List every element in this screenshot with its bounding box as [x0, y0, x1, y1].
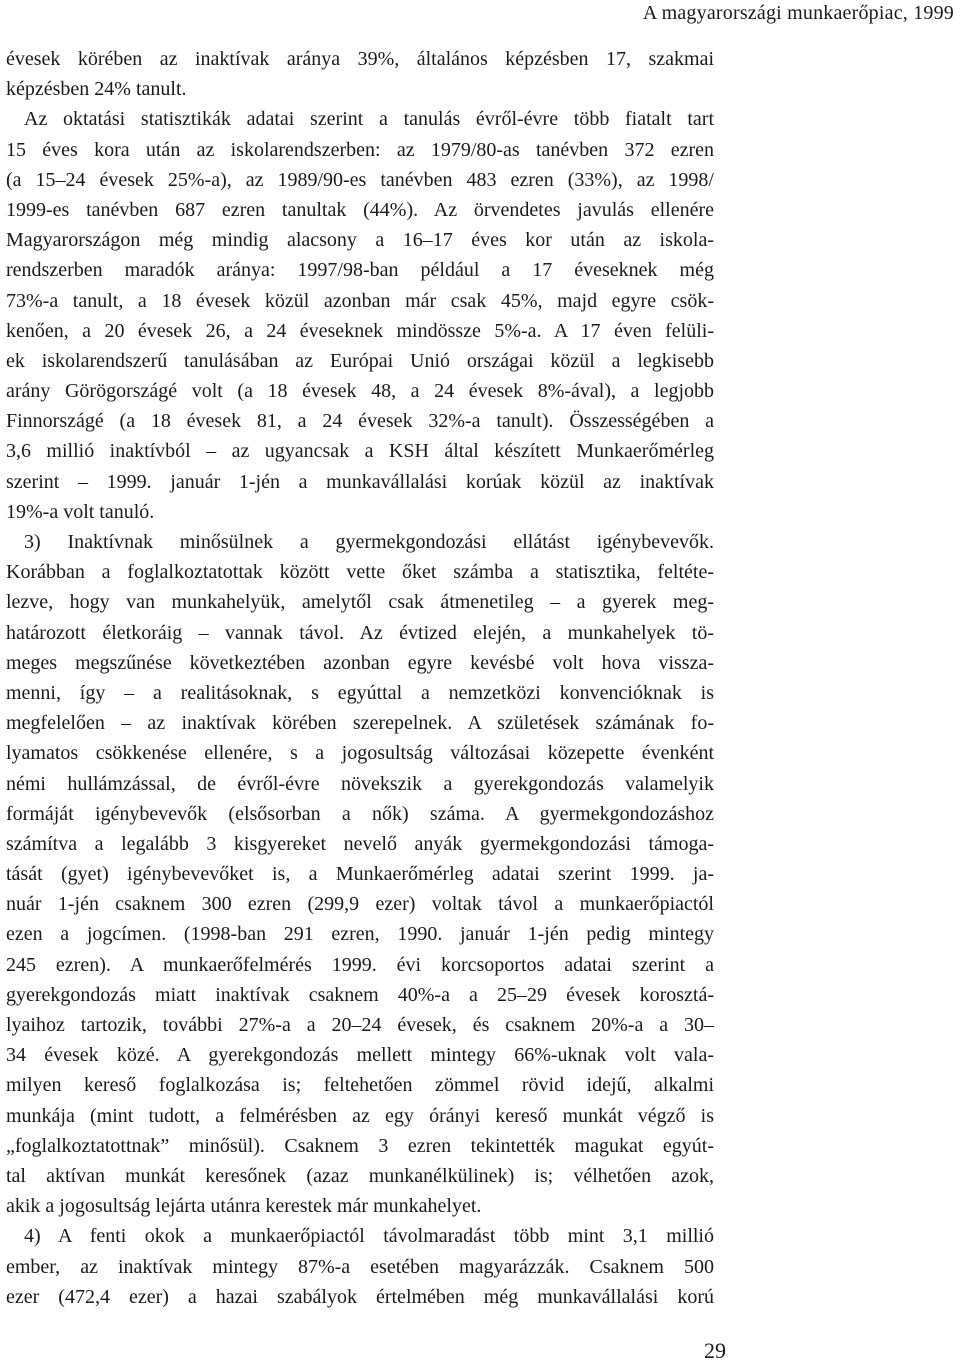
text-line: lyaihoz tartozik, további 27%-a a 20–24 évesek, és csaknem 20%-a a 30– [6, 1014, 714, 1036]
paragraph [6, 44, 714, 104]
text-line: képzésben 24% tanult. [6, 78, 187, 101]
text-line: megfelelően – az inaktívak körében szerepelnek. A születések számának fo- [6, 712, 714, 735]
text-line: lezve, hogy van munkahelyük, amelytől csak átmenetileg – a gyerek meg- [6, 591, 714, 614]
body-text [6, 44, 714, 1312]
text-line: 3) Inaktívnak minősülnek a gyermekgondozási ellátást igénybevevők. [24, 531, 714, 553]
text-line: akik a jogosultság lejárta utánra kerestek már munkahelyet. [6, 1195, 482, 1218]
text-line: nuár 1-jén csaknem 300 ezren (299,9 ezer) voltak távol a munkaerőpiactól [6, 893, 714, 916]
text-line: ember, az inaktívak mintegy 87%-a esetében magyarázzák. Csaknem 500 [6, 1255, 714, 1278]
text-line: formáját igénybevevők (elsősorban a nők) száma. A gyermekgondozáshoz [6, 802, 714, 825]
text-line: évesek körében az inaktívak aránya 39%, általános képzésben 17, szakmai [6, 48, 714, 70]
text-line: némi hullámzással, de évről-évre növekszik a gyerekgondozás valamelyik [6, 772, 714, 795]
text-line: 1999-es tanévben 687 ezren tanultak (44%). Az örvendetes javulás ellenére [6, 198, 714, 221]
text-line: Magyarországon még mindig alacsony a 16–17 éves kor után az iskola- [6, 229, 714, 252]
text-line: határozott életkoráig – vannak távol. Az évtized elején, a munkahelyek tö- [6, 621, 714, 644]
text-line: lyamatos csökkenése ellenére, s a jogosultság változásai közepette évenként [6, 742, 714, 765]
text-line: szerint – 1999. január 1-jén a munkavállalási korúak közül az inaktívak [6, 470, 714, 493]
text-line: arány Görögországé volt (a 18 évesek 48, a 24 évesek 8%-ával), a legjobb [6, 380, 714, 403]
text-line: ezer (472,4 ezer) a hazai szabályok értelmében még munkavállalási korú [6, 1285, 714, 1308]
text-line: tását (gyet) igénybevevőket is, a Munkaerőmérleg adatai szerint 1999. ja- [6, 863, 714, 886]
text-line: 15 éves kora után az iskolarendszerben: az 1979/80-as tanévben 372 ezren [6, 138, 714, 161]
text-line: milyen kereső foglalkozása is; feltehetően zömmel rövid idejű, alkalmi [6, 1074, 714, 1097]
paragraph [6, 104, 714, 527]
paragraph [6, 527, 714, 1221]
text-line: menni, így – a realitásoknak, s egyúttal a nemzetközi konvencióknak is [6, 681, 714, 704]
running-head: A magyarországi munkaerőpiac, 1999 [642, 2, 954, 24]
text-line: ek iskolarendszerű tanulásában az Európai Unió országai közül a legkisebb [6, 349, 714, 372]
text-line: rendszerben maradók aránya: 1997/98-ban például a 17 éveseknek még [6, 259, 714, 282]
text-line: 4) A fenti okok a munkaerőpiactól távolmaradást több mint 3,1 millió [24, 1225, 714, 1248]
text-line: Finnországé (a 18 évesek 81, a 24 évesek 32%-a tanult). Összességében a [6, 410, 714, 433]
text-line: meges megszűnése következtében azonban egyre kevésbé volt hova vissza- [6, 651, 714, 674]
text-line: Korábban a foglalkoztatottak között vette őket számba a statisztika, feltéte- [6, 561, 714, 584]
text-line: Az oktatási statisztikák adatai szerint a tanulás évről-évre több fiatalt tart [24, 108, 714, 131]
text-line: (a 15–24 évesek 25%-a), az 1989/90-es tanévben 483 ezren (33%), az 1998/ [6, 168, 714, 191]
text-line: tal aktívan munkát keresőnek (azaz munkanélkülinek) is; vélhetően azok, [6, 1164, 714, 1187]
text-line: „foglalkoztatottnak” minősül). Csaknem 3 ezren tekintették magukat egyút- [6, 1134, 714, 1157]
paragraph [6, 1221, 714, 1312]
text-line: 245 ezren). A munkaerőfelmérés 1999. évi korcsoportos adatai szerint a [6, 953, 714, 976]
text-line: 19%-a volt tanuló. [6, 500, 155, 523]
text-line: számítva a legalább 3 kisgyereket nevelő anyák gyermekgondozási támoga- [6, 832, 714, 855]
text-line: 73%-a tanult, a 18 évesek közül azonban már csak 45%, majd egyre csök- [6, 289, 714, 312]
text-line: munkája (mint tudott, a felmérésben az egy órányi kereső munkát végző is [6, 1104, 714, 1127]
text-line: 3,6 millió inaktívból – az ugyancsak a KSH által készített Munkaerőmérleg [6, 440, 714, 463]
text-line: gyerekgondozás miatt inaktívak csaknem 40%-a a 25–29 évesek korosztá- [6, 983, 714, 1006]
page-number: 29 [704, 1338, 726, 1363]
text-line: kenően, a 20 évesek 26, a 24 éveseknek mindössze 5%-a. A 17 éven felüli- [6, 319, 714, 342]
text-line: 34 évesek közé. A gyerekgondozás mellett mintegy 66%-uknak volt vala- [6, 1044, 714, 1067]
text-line: ezen a jogcímen. (1998-ban 291 ezren, 1990. január 1-jén pedig mintegy [6, 923, 714, 946]
